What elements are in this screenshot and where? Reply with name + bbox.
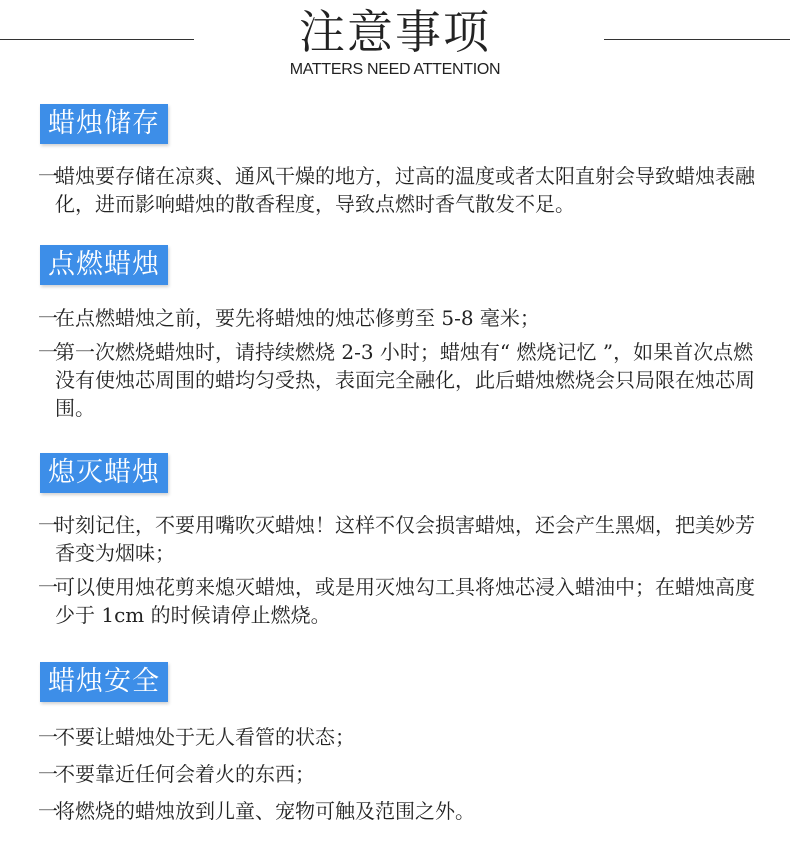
bullet-dash: 一 (38, 575, 58, 599)
list-item (38, 304, 758, 332)
bullet-dash: 一 (38, 164, 58, 188)
list-item (38, 760, 758, 788)
list-item (38, 511, 758, 567)
list-item (38, 162, 758, 218)
list-item-text: 不要让蜡烛处于无人看管的状态； (55, 725, 355, 749)
section-heading: 蜡烛储存 (40, 104, 168, 144)
bullet-dash: 一 (38, 725, 58, 749)
list-item-text: 将燃烧的蜡烛放到儿童、宠物可触及范围之外。 (55, 799, 475, 823)
section-heading: 点燃蜡烛 (40, 245, 168, 285)
section-heading: 熄灭蜡烛 (40, 453, 168, 493)
section-items (38, 304, 758, 422)
list-item-text: 可以使用烛花剪来熄灭蜡烛，或是用灭烛勾工具将烛芯浸入蜡油中；在蜡烛高度少于 1cm 的时候请停止燃烧。 (55, 575, 755, 627)
page-subtitle: MATTERS NEED ATTENTION (289, 61, 501, 78)
list-item-text: 时刻记住，不要用嘴吹灭蜡烛！这样不仅会损害蜡烛，还会产生黑烟，把美妙芳香变为烟味； (55, 513, 755, 565)
list-item (38, 573, 758, 629)
bullet-dash: 一 (38, 762, 58, 786)
bullet-dash: 一 (38, 799, 58, 823)
bullet-dash: 一 (38, 340, 58, 364)
page-title: 注意事项 (299, 5, 491, 59)
list-item (38, 338, 758, 422)
section-items (38, 511, 758, 629)
bullet-dash: 一 (38, 513, 58, 537)
section-heading: 蜡烛安全 (40, 662, 168, 702)
list-item-text: 蜡烛要存储在凉爽、通风干燥的地方，过高的温度或者太阳直射会导致蜡烛表融化，进而影响蜡烛的散香程度，导致点燃时香气散发不足。 (55, 164, 755, 216)
bullet-dash: 一 (38, 306, 58, 330)
list-item (38, 723, 758, 751)
list-item-text: 不要靠近任何会着火的东西； (55, 762, 315, 786)
section-items (38, 162, 758, 218)
list-item (38, 797, 758, 825)
page-header (0, 0, 790, 90)
list-item-text: 在点燃蜡烛之前，要先将蜡烛的烛芯修剪至 5-8 毫米； (55, 306, 540, 330)
section-items (38, 723, 758, 825)
list-item-text: 第一次燃烧蜡烛时，请持续燃烧 2-3 小时；蜡烛有“ 燃烧记忆 ”，如果首次点燃没有使烛芯周围的蜡均匀受热，表面完全融化，此后蜡烛燃烧会只局限在烛芯周围。 (55, 340, 755, 420)
